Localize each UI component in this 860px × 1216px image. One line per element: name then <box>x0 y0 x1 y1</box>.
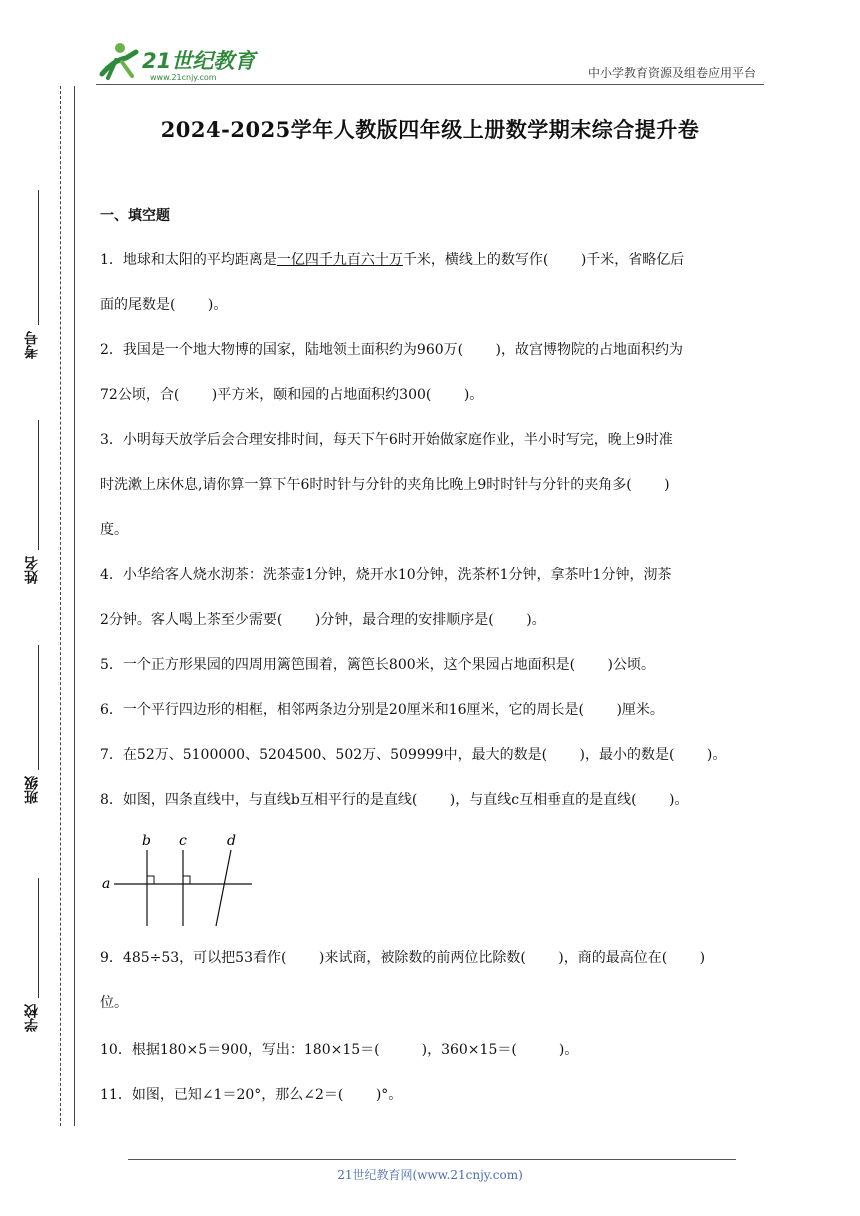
question-11: 11．如图，已知∠1＝20°，那么∠2＝( )°。 <box>100 1087 403 1103</box>
question-9-line-2: 位。 <box>100 995 128 1011</box>
question-2-line-1: 2．我国是一个地大物博的国家，陆地领土面积约为960万( )，故宫博物院的占地面积约为 <box>100 342 684 358</box>
question-1-line-2: 面的尾数是( )。 <box>100 297 228 313</box>
binding-solid-line <box>74 86 75 1126</box>
question-3-line-1: 3．小明每天放学后会合理安排时间，每天下午6时开始做家庭作业，半小时写完，晚上9时准 <box>100 432 673 448</box>
question-9-line-1: 9．485÷53，可以把53看作( )来试商，被除数的前两位比除数( )，商的最高位在( ) <box>100 950 706 966</box>
right-angle-mark-c <box>183 876 190 884</box>
question-4-line-2: 2分钟。客人喝上茶至少需要( )分钟，最合理的安排顺序是( )。 <box>100 612 546 628</box>
logo-url: www.21cnjy.com <box>150 73 217 82</box>
label-b: b <box>142 833 151 849</box>
exam-number-blank <box>38 190 39 325</box>
label-a: a <box>102 876 111 892</box>
school-label: 学校 <box>24 1004 40 1032</box>
line-d <box>216 850 231 926</box>
header-rule <box>96 84 764 85</box>
label-d: d <box>227 833 236 849</box>
binding-dashed-line <box>60 86 61 1126</box>
question-8: 8．如图，四条直线中，与直线b互相平行的是直线( )，与直线c互相垂直的是直线( )。 <box>100 792 689 808</box>
section-title: 一、填空题 <box>100 208 170 224</box>
label-c: c <box>179 833 187 849</box>
page-title: 2024-2025学年人教版四年级上册数学期末综合提升卷 <box>160 117 700 142</box>
question-1-line-1 <box>100 250 768 270</box>
question-5: 5．一个正方形果园的四周用篱笆围着，篱笆长800米，这个果园占地面积是( )公顷。 <box>100 657 656 673</box>
logo-text: 21世纪教育 <box>142 49 256 73</box>
name-label: 姓名 <box>24 556 40 584</box>
name-blank <box>38 420 39 550</box>
q1-text-pre: 1．地球和太阳的平均距离是 <box>100 252 277 268</box>
question-10: 10．根据180×5＝900，写出：180×15＝( )，360×15＝( )。 <box>100 1042 579 1058</box>
question-2-line-2: 72公顷，合( )平方米，颐和园的占地面积约300( )。 <box>100 387 484 403</box>
exam-number-label: 考号 <box>24 331 40 359</box>
question-3-line-3: 度。 <box>100 522 128 538</box>
class-label: 班级 <box>24 776 40 804</box>
lines-figure <box>100 830 260 930</box>
platform-name: 中小学教育资源及组卷应用平台 <box>587 66 756 80</box>
q1-text-post: 千米，横线上的数写作( )千米，省略亿后 <box>402 252 685 268</box>
class-blank <box>38 645 39 770</box>
question-4-line-1: 4．小华给客人烧水沏茶：洗茶壶1分钟，烧开水10分钟，洗茶杯1分钟，拿茶叶1分钟，沏茶 <box>100 567 672 583</box>
q1-underlined-number: 一亿四千九百六十万 <box>276 252 403 268</box>
logo <box>92 38 262 84</box>
right-angle-mark-b <box>147 876 154 884</box>
school-blank <box>38 878 39 998</box>
question-7: 7．在52万、5100000、5204500、502万、509999中，最大的数是( )，最小的数是( )。 <box>100 747 727 763</box>
footer-rule <box>128 1159 736 1160</box>
question-3-line-2: 时洗漱上床休息,请你算一算下午6时时针与分针的夹角比晚上9时时针与分针的夹角多( ) <box>100 477 670 493</box>
footer-text: 21世纪教育网(www.21cnjy.com) <box>337 1168 523 1182</box>
question-6: 6．一个平行四边形的相框，相邻两条边分别是20厘米和16厘米，它的周长是( )厘米。 <box>100 702 664 718</box>
